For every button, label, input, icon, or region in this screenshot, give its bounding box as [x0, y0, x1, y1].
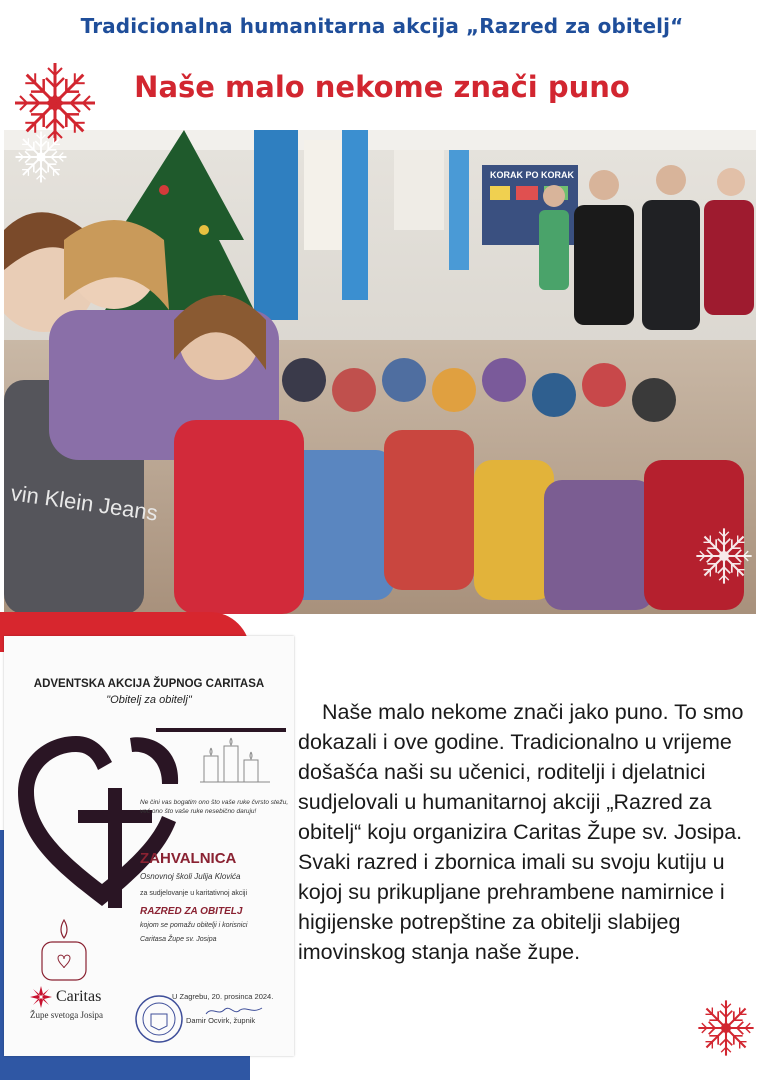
- certificate-heading: ADVENTSKA AKCIJA ŽUPNOG CARITASA: [33, 678, 265, 690]
- quote-line-1: Ne čini vas bogatim ono što vaše ruke čvrsto stežu,: [140, 799, 289, 806]
- certificate-recipient: Osnovnoj školi Julija Klovića: [140, 872, 241, 881]
- caritas-flame-icon: [30, 986, 52, 1008]
- shirt-text: vin Klein Jeans: [9, 480, 160, 526]
- parish-stamp-icon: [134, 994, 184, 1044]
- certificate-signature: Damir Ocvirk, župnik: [186, 1016, 256, 1025]
- quote-line-2: već ono što vaše ruke nesebično daruju!: [140, 808, 257, 815]
- wall-sign: KORAK PO KORAK: [490, 170, 575, 180]
- certificate-participation: za sudjelovanje u karitativnoj akciji: [140, 890, 247, 897]
- certificate-purpose-2: Caritasa Župe sv. Josipa: [140, 936, 217, 943]
- snowflake-bottom-icon: [688, 980, 764, 1076]
- decor-line: [156, 728, 286, 732]
- header-subtitle: Naše malo nekome znači puno: [134, 70, 630, 104]
- certificate: [4, 636, 294, 1056]
- certificate-place-date: U Zagrebu, 20. prosinca 2024.: [172, 992, 274, 1001]
- body-paragraph: Naše malo nekome znači jako puno. To smo dokazali i ove godine. Tradicionalno u vrijeme došašća naši su učenici, roditelji i djelatnici sudjelovali u humanitarnoj akciji „Razred za obitelj“ koju organizira Caritas Župe sv. Josipa. Svaki razred i zbornica imali su svoju kutiju u kojoj su prikupljane prehrambene namirnice i higijenske potrepštine za obitelji slabijeg imovinskog stanja naše župe.: [298, 700, 744, 964]
- snowflake-small-icon: [6, 122, 76, 192]
- certificate-title: ZAHVALNICA: [140, 850, 237, 867]
- certificate-action-name: RAZRED ZA OBITELJ: [140, 906, 243, 917]
- candles-sketch-icon: [200, 736, 270, 786]
- certificate-quote: [140, 798, 290, 816]
- certificate-subheading: "Obitelj za obitelj": [106, 694, 192, 706]
- photo-illustration: [4, 130, 756, 614]
- caritas-logo-text: Caritas: [56, 988, 102, 1005]
- event-photo: [4, 130, 756, 614]
- snowflake-white-icon: [686, 506, 762, 606]
- caritas-logo-subtext: Župe svetoga Josipa: [30, 1010, 103, 1020]
- header-title: Tradicionalna humanitarna akcija „Razred za obitelj“: [80, 14, 684, 38]
- candle-icon: [34, 916, 94, 986]
- certificate-purpose-1: kojom se pomažu obitelji i korisnici: [140, 922, 248, 929]
